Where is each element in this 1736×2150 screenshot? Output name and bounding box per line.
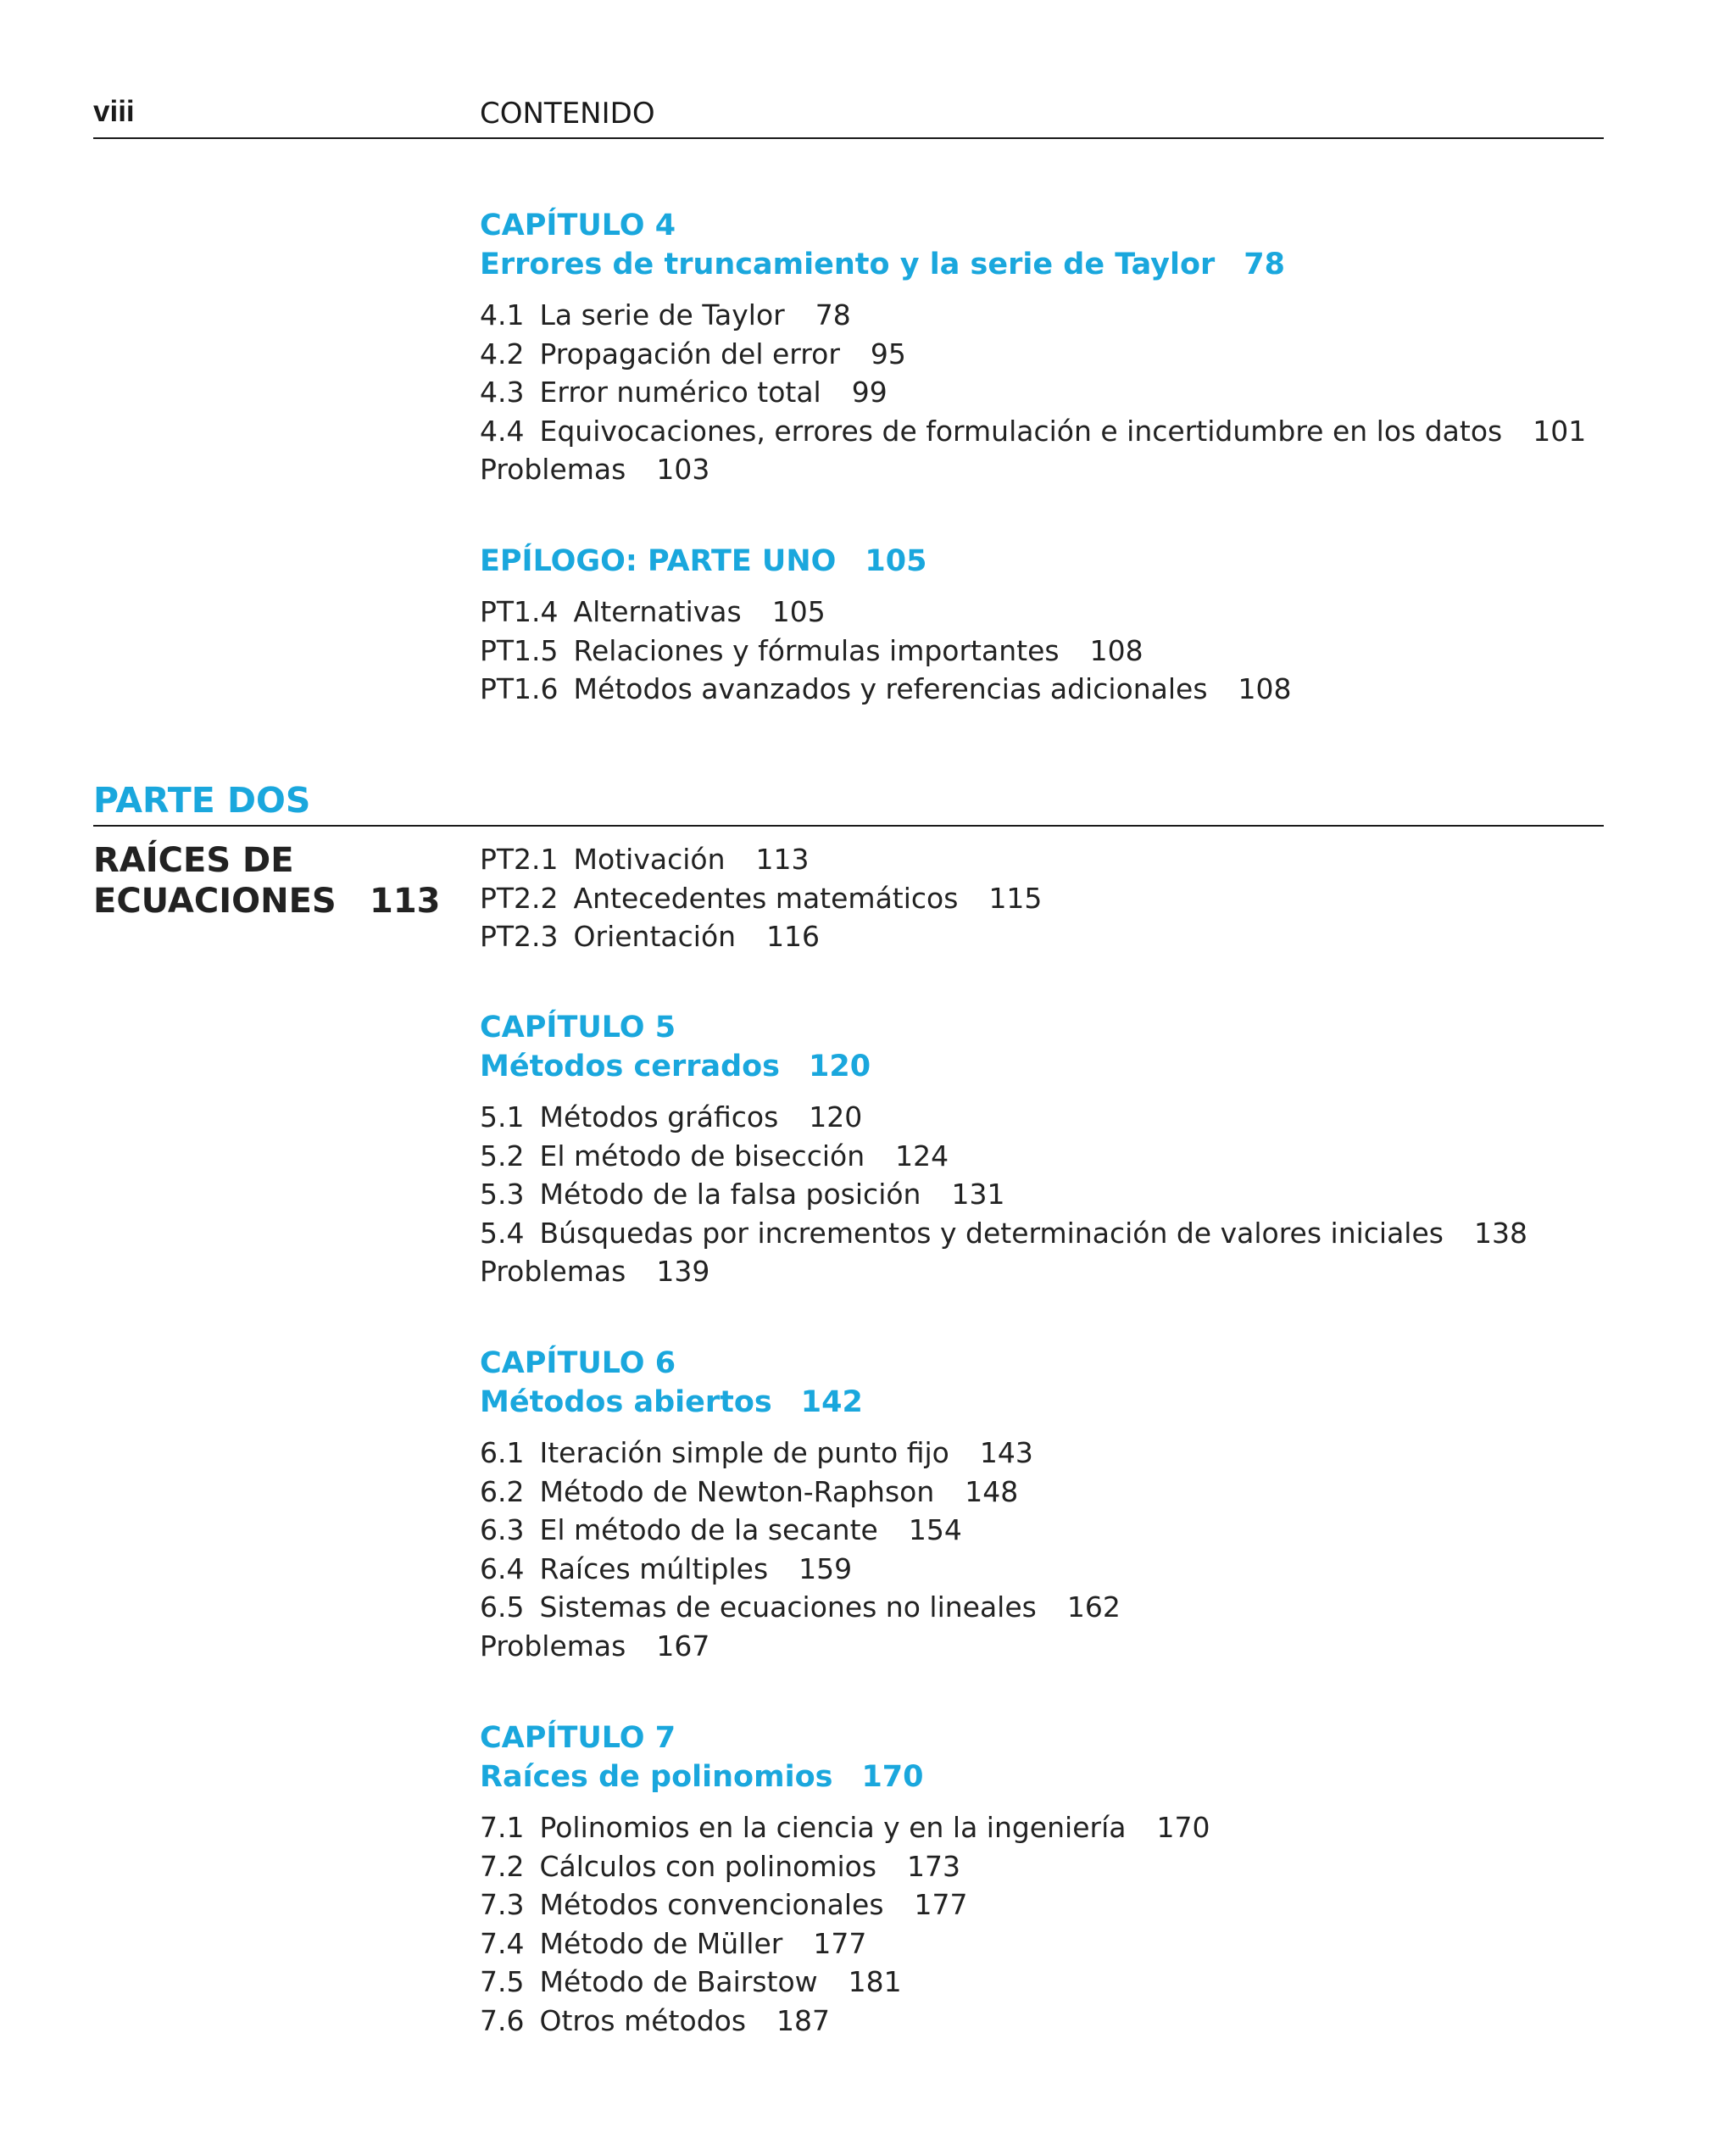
toc-entry-page: 181 <box>848 1965 902 1998</box>
toc-entry-number: PT2.2 <box>480 881 559 915</box>
toc-entry <box>480 1178 1004 1211</box>
chapter-5-title <box>480 1050 871 1083</box>
toc-entry-title: Raíces múltiples <box>539 1551 769 1585</box>
toc-entry <box>480 1590 1121 1624</box>
toc-entry-number: 5.4 <box>480 1216 525 1250</box>
toc-entry <box>480 1811 1210 1844</box>
part-two-title-line2: ECUACIONES <box>93 882 337 921</box>
chapter-4-label: CAPÍTULO 4 <box>480 209 676 242</box>
toc-entry-number: 6.3 <box>480 1513 525 1546</box>
toc-entry-page: 131 <box>951 1178 1005 1211</box>
toc-entry-page: 159 <box>798 1551 853 1585</box>
toc-entry-title: El método de la secante <box>539 1513 878 1546</box>
running-head: CONTENIDO <box>480 97 655 131</box>
toc-entry-title: Sistemas de ecuaciones no lineales <box>539 1590 1037 1624</box>
toc-entry-number: 7.3 <box>480 1888 525 1921</box>
toc-entry-title: Motivación <box>573 843 726 876</box>
toc-entry-number: 7.6 <box>480 2003 525 2037</box>
chapter-4-page: 78 <box>1244 248 1286 281</box>
toc-entry-number: 7.2 <box>480 1849 525 1883</box>
toc-entry-number: 5.1 <box>480 1100 525 1133</box>
toc-entry-page: 113 <box>755 843 810 876</box>
toc-entry-number: PT1.4 <box>480 595 559 628</box>
toc-entry-title: Propagación del error <box>539 337 840 370</box>
toc-entry-page: 108 <box>1089 633 1143 667</box>
page-number: viii <box>93 95 135 128</box>
toc-entry <box>480 672 1292 705</box>
chapter-6-title <box>480 1385 863 1419</box>
toc-entry-page: 99 <box>851 376 887 409</box>
toc-entry-page: 108 <box>1238 672 1292 705</box>
toc-entry <box>480 415 1586 448</box>
toc-entry <box>480 1139 949 1172</box>
toc-entry-title: Antecedentes matemáticos <box>573 881 959 915</box>
epilogue-part-one-title <box>480 544 926 578</box>
toc-entry <box>480 843 810 876</box>
toc-entry-page: 170 <box>1156 1811 1210 1844</box>
toc-entry-title: Problemas <box>480 1629 626 1663</box>
toc-entry-number: 6.5 <box>480 1590 525 1624</box>
toc-entry-title: Alternativas <box>573 595 742 628</box>
chapter-5-page: 120 <box>809 1050 871 1083</box>
toc-entry-number: PT2.1 <box>480 843 559 876</box>
toc-entry-title: Orientación <box>573 920 737 953</box>
toc-entry-page: 143 <box>979 1436 1033 1469</box>
toc-entry <box>480 634 1143 667</box>
toc-entry-title: Métodos avanzados y referencias adicionales <box>573 672 1208 705</box>
chapter-7-label: CAPÍTULO 7 <box>480 1721 676 1755</box>
toc-entry <box>480 1513 962 1546</box>
toc-entry <box>480 337 906 370</box>
toc-entry-number: 7.1 <box>480 1811 525 1844</box>
toc-entry-number: PT2.3 <box>480 920 559 953</box>
chapter-6-title-text: Métodos abiertos <box>480 1385 772 1419</box>
toc-entry-number: 5.3 <box>480 1178 525 1211</box>
toc-entry <box>480 1629 709 1663</box>
toc-entry <box>480 595 826 628</box>
toc-entry-title: Polinomios en la ciencia y en la ingeniería <box>539 1811 1127 1844</box>
toc-entry-page: 173 <box>907 1849 961 1883</box>
toc-entry <box>480 298 851 331</box>
chapter-7-page: 170 <box>861 1760 924 1794</box>
toc-entry-page: 101 <box>1533 414 1587 448</box>
toc-entry <box>480 1436 1033 1469</box>
chapter-7-title <box>480 1760 924 1794</box>
chapter-6-page: 142 <box>800 1385 863 1419</box>
chapter-5-label: CAPÍTULO 5 <box>480 1011 676 1044</box>
toc-entry-title: Equivocaciones, errores de formulación e incertidumbre en los datos <box>539 414 1503 448</box>
chapter-7-title-text: Raíces de polinomios <box>480 1760 833 1794</box>
toc-entry-title: La serie de Taylor <box>539 298 785 331</box>
toc-entry-title: Método de Newton-Raphson <box>539 1474 935 1508</box>
toc-entry <box>480 1552 852 1585</box>
toc-entry-title: Método de Bairstow <box>539 1965 818 1998</box>
header-rule <box>93 137 1604 139</box>
toc-entry-title: El método de bisección <box>539 1139 865 1172</box>
toc-entry-page: 138 <box>1473 1216 1527 1250</box>
toc-entry-page: 103 <box>656 453 710 486</box>
toc-entry <box>480 1100 862 1133</box>
toc-entry <box>480 1475 1018 1508</box>
toc-entry-page: 78 <box>815 298 851 331</box>
chapter-4-title-text: Errores de truncamiento y la serie de Taylor <box>480 248 1216 281</box>
toc-entry-number: 4.1 <box>480 298 525 331</box>
part-two-rule <box>93 825 1604 827</box>
chapter-6-label: CAPÍTULO 6 <box>480 1346 676 1380</box>
epilogue-page: 105 <box>865 544 927 578</box>
toc-entry-title: Método de Müller <box>539 1926 783 1960</box>
toc-entry-page: 124 <box>895 1139 949 1172</box>
toc-entry-page: 177 <box>813 1926 867 1960</box>
toc-entry-number: 7.4 <box>480 1926 525 1960</box>
toc-entry-title: Error numérico total <box>539 376 821 409</box>
part-two-label: PARTE DOS <box>93 780 311 821</box>
toc-entry <box>480 1965 902 1998</box>
chapter-4-title <box>480 248 1285 281</box>
toc-entry <box>480 2004 830 2037</box>
toc-entry-page: 120 <box>809 1100 863 1133</box>
toc-entry <box>480 1255 709 1288</box>
toc-entry <box>480 1850 960 1883</box>
toc-entry-title: Método de la falsa posición <box>539 1178 921 1211</box>
toc-entry-page: 116 <box>766 920 821 953</box>
toc-entry-title: Problemas <box>480 1255 626 1288</box>
toc-entry-title: Métodos convencionales <box>539 1888 884 1921</box>
toc-entry-number: 4.4 <box>480 414 525 448</box>
toc-entry-title: Iteración simple de punto fijo <box>539 1436 949 1469</box>
toc-entry-number: 6.4 <box>480 1551 525 1585</box>
toc-entry-page: 167 <box>656 1629 710 1663</box>
toc-entry-page: 115 <box>988 881 1043 915</box>
toc-entry-page: 105 <box>771 595 826 628</box>
toc-entry <box>480 376 887 409</box>
chapter-5-title-text: Métodos cerrados <box>480 1050 781 1083</box>
toc-entry-page: 187 <box>776 2003 831 2037</box>
toc-entry-number: 6.2 <box>480 1474 525 1508</box>
toc-entry <box>480 920 820 953</box>
toc-entry <box>480 1217 1527 1250</box>
toc-entry-title: Otros métodos <box>539 2003 747 2037</box>
toc-entry-number: 5.2 <box>480 1139 525 1172</box>
toc-entry-title: Búsquedas por incrementos y determinación de valores iniciales <box>539 1216 1444 1250</box>
toc-entry-title: Problemas <box>480 453 626 486</box>
toc-entry-number: 4.2 <box>480 337 525 370</box>
toc-entry-page: 148 <box>965 1474 1019 1508</box>
toc-entry-page: 95 <box>870 337 906 370</box>
toc-entry-title: Métodos gráficos <box>539 1100 779 1133</box>
toc-entry-number: 7.5 <box>480 1965 525 1998</box>
toc-entry-title: Relaciones y fórmulas importantes <box>573 633 1060 667</box>
part-two-page: 113 <box>370 882 441 921</box>
toc-entry-number: 6.1 <box>480 1436 525 1469</box>
toc-entry-page: 177 <box>914 1888 968 1921</box>
toc-entry-number: PT1.5 <box>480 633 559 667</box>
toc-entry <box>480 1927 866 1960</box>
toc-entry-page: 162 <box>1066 1590 1121 1624</box>
toc-entry-page: 139 <box>656 1255 710 1288</box>
epilogue-title-text: EPÍLOGO: PARTE UNO <box>480 544 837 578</box>
part-two-title-line1: RAÍCES DE <box>93 841 294 880</box>
toc-entry <box>480 1888 968 1921</box>
toc-entry-number: 4.3 <box>480 376 525 409</box>
toc-entry <box>480 453 709 486</box>
toc-entry-page: 154 <box>908 1513 962 1546</box>
toc-entry-number: PT1.6 <box>480 672 559 705</box>
toc-entry <box>480 882 1042 915</box>
toc-entry-title: Cálculos con polinomios <box>539 1849 877 1883</box>
